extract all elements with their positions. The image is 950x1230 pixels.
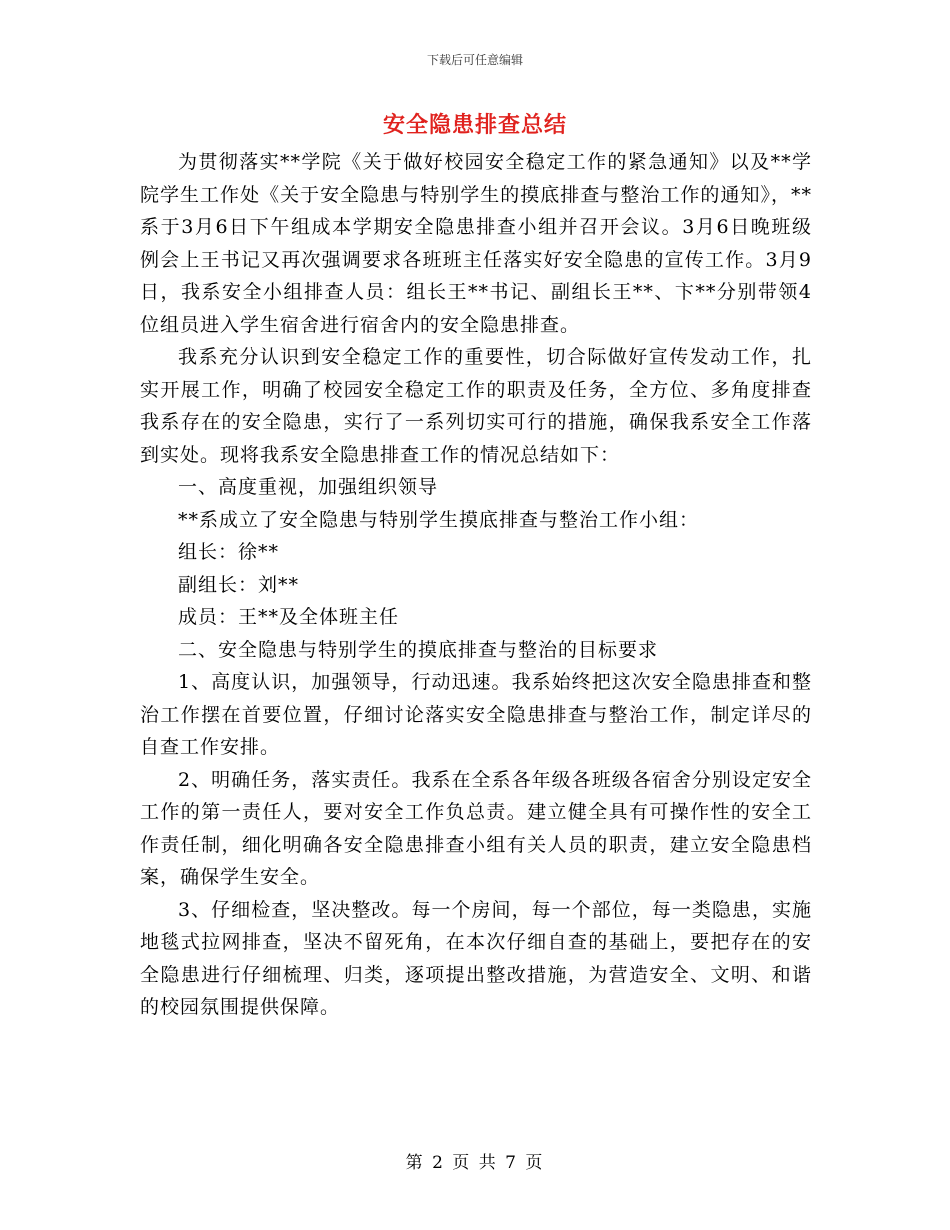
- section-2-point-2: 2、明确任务，落实责任。我系在全系各年级各班级各宿舍分别设定安全工作的第一责任人，要对安全工作负总责。建立健全具有可操作性的安全工作责任制，细化明确各安全隐患排查小组有关人员的职责，建立安全隐患档案，确保学生安全。: [140, 768, 812, 888]
- intro-paragraph-2: 我系充分认识到安全稳定工作的重要性，切合际做好宣传发动工作，扎实开展工作，明确了校园安全稳定工作的职责及任务，全方位、多角度排查我系存在的安全隐患，实行了一系列切实可行的措施，确保我系安全工作落到实处。现将我系安全隐患排查工作的情况总结如下：: [140, 346, 812, 466]
- section-1-heading: 一、高度重视，加强组织领导: [178, 476, 439, 498]
- section-2-heading: 二、安全隐患与特别学生的摸底排查与整治的目标要求: [178, 638, 659, 661]
- section-1-intro: **系成立了安全隐患与特别学生摸底排查与整治工作小组：: [178, 508, 700, 531]
- intro-paragraph-1: 为贯彻落实**学院《关于做好校园安全稳定工作的紧急通知》以及**学院学生工作处《关于安全隐患与特别学生的摸底排查与整治工作的通知》，**系于3月6日下午组成本学期安全隐患排查小组并召开会议。3月6日晚班级例会上王书记又再次强调要求各班班主任落实好安全隐患的宣传工作。3月9日，我系安全小组排查人员：组长王**书记、副组长王**、卞**分别带领4位组员进入学生宿舍进行宿舍内的安全隐患排查。: [140, 151, 812, 336]
- page-number: 第 2 页 共 7 页: [405, 1153, 545, 1173]
- team-vice-leader: 副组长：刘**: [178, 573, 300, 596]
- team-leader: 组长：徐**: [178, 541, 280, 563]
- document-body: [140, 146, 812, 1024]
- section-2-point-1: 1、高度认识，加强领导，行动迅速。我系始终把这次安全隐患排查和整治工作摆在首要位置，仔细讨论落实安全隐患排查与整治工作，制定详尽的自查工作安排。: [140, 671, 812, 758]
- team-members: 成员：王**及全体班主任: [178, 606, 400, 628]
- section-2-point-3: 3、仔细检查，坚决整改。每一个房间，每一个部位，每一类隐患，实施地毯式拉网排查，坚决不留死角，在本次仔细自查的基础上，要把存在的安全隐患进行仔细梳理、归类，逐项提出整改措施，为营造安全、文明、和谐的校园氛围提供保障。: [140, 898, 812, 1018]
- document-title: 安全隐患排查总结: [382, 112, 567, 138]
- page-header-note: 下载后可任意编辑: [426, 53, 523, 67]
